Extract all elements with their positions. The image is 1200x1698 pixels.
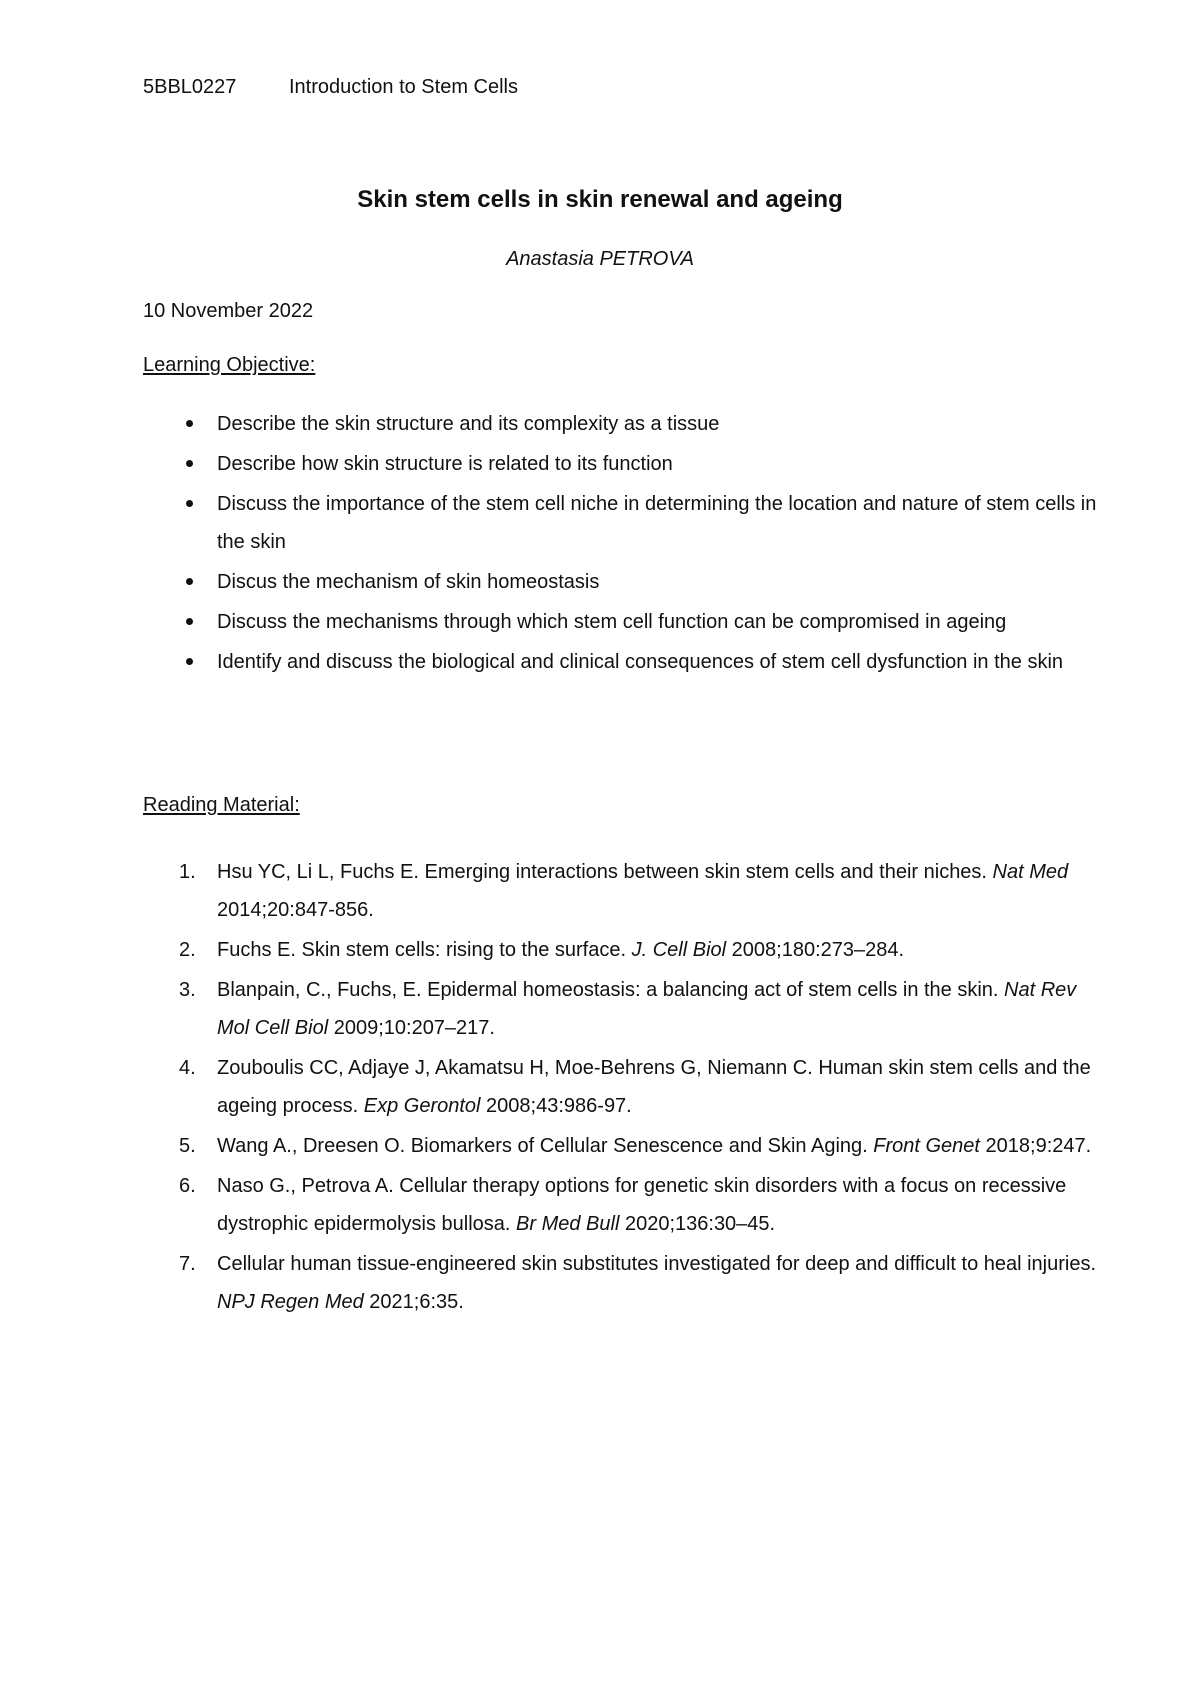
objective-item — [143, 405, 1103, 443]
reference-text: Blanpain, C., Fuchs, E. Epidermal homeostasis: a balancing act of stem cells in the skin. — [217, 979, 1005, 1001]
objectives-list — [143, 405, 1103, 683]
reference-citation: 2018;9:247. — [979, 1135, 1092, 1157]
reference-text: Cellular human tissue-engineered skin substitutes investigated for deep and difficult to heal injuries. — [217, 1253, 1097, 1275]
reference-citation: 2008;180:273–284. — [726, 939, 905, 961]
objective-text: Discuss the importance of the stem cell niche in determining the location and nature of stem cells in the skin — [217, 493, 1097, 553]
reference-citation: 2014;20:847-856. — [217, 899, 374, 921]
reference-item — [143, 1127, 1103, 1165]
reference-text: Zouboulis CC, Adjaye J, Akamatsu H, Moe-Behrens G, Niemann C. Human skin stem cells and the ageing process. — [217, 1057, 1091, 1117]
objective-item — [143, 563, 1103, 601]
objective-item — [143, 603, 1103, 641]
bullet-icon — [186, 420, 193, 427]
objective-text: Discus the mechanism of skin homeostasis — [217, 571, 600, 593]
reference-number: 6. — [179, 1175, 196, 1197]
reference-journal: Exp Gerontol — [363, 1095, 481, 1117]
reference-text: Naso G., Petrova A. Cellular therapy options for genetic skin disorders with a focus on recessive dystrophic epidermolysis bullosa. — [217, 1175, 1067, 1235]
reference-number: 7. — [179, 1253, 196, 1275]
reference-journal: Nat Rev Mol Cell Biol — [217, 979, 1077, 1039]
reference-number: 2. — [179, 939, 196, 961]
reference-citation: 2008;43:986-97. — [480, 1095, 632, 1117]
objective-item — [143, 445, 1103, 483]
reference-text: Fuchs E. Skin stem cells: rising to the surface. — [217, 939, 632, 961]
reference-journal: J. Cell Biol — [631, 939, 727, 961]
reference-journal: Nat Med — [992, 861, 1069, 883]
reference-item — [143, 853, 1103, 929]
reading-material-heading: Reading Material: — [143, 794, 300, 816]
course-title: Introduction to Stem Cells — [289, 76, 518, 98]
reference-number: 3. — [179, 979, 196, 1001]
reference-citation: 2009;10:207–217. — [328, 1017, 495, 1039]
bullet-icon — [186, 460, 193, 467]
reference-number: 5. — [179, 1135, 196, 1157]
reference-item — [143, 1049, 1103, 1125]
author-name: Anastasia PETROVA — [506, 248, 694, 270]
document-date: 10 November 2022 — [143, 300, 314, 322]
bullet-icon — [186, 500, 193, 507]
learning-objective-heading: Learning Objective: — [143, 354, 316, 376]
objective-text: Identify and discuss the biological and clinical consequences of stem cell dysfunction in the skin — [217, 651, 1064, 673]
objective-text: Describe the skin structure and its complexity as a tissue — [217, 413, 720, 435]
reference-text: Wang A., Dreesen O. Biomarkers of Cellular Senescence and Skin Aging. — [217, 1135, 874, 1157]
reference-item — [143, 931, 1103, 969]
page-header — [143, 76, 518, 99]
reference-number: 1. — [179, 861, 196, 883]
objective-item — [143, 485, 1103, 561]
bullet-icon — [186, 658, 193, 665]
course-code: 5BBL0227 — [143, 76, 237, 98]
reference-journal: Front Genet — [873, 1135, 980, 1157]
reference-number: 4. — [179, 1057, 196, 1079]
reference-item — [143, 1167, 1103, 1243]
reference-item — [143, 1245, 1103, 1321]
bullet-icon — [186, 618, 193, 625]
objective-text: Describe how skin structure is related to its function — [217, 453, 673, 475]
reference-text: Hsu YC, Li L, Fuchs E. Emerging interactions between skin stem cells and their niches. — [217, 861, 993, 883]
reference-citation: 2020;136:30–45. — [619, 1213, 776, 1235]
document-title: Skin stem cells in skin renewal and ageing — [357, 186, 843, 213]
reference-item — [143, 971, 1103, 1047]
reference-citation: 2021;6:35. — [363, 1291, 464, 1313]
reading-list — [143, 853, 1103, 1323]
bullet-icon — [186, 578, 193, 585]
reference-journal: Br Med Bull — [516, 1213, 620, 1235]
objective-text: Discuss the mechanisms through which stem cell function can be compromised in ageing — [217, 611, 1007, 633]
objective-item — [143, 643, 1103, 681]
reference-journal: NPJ Regen Med — [217, 1291, 364, 1313]
